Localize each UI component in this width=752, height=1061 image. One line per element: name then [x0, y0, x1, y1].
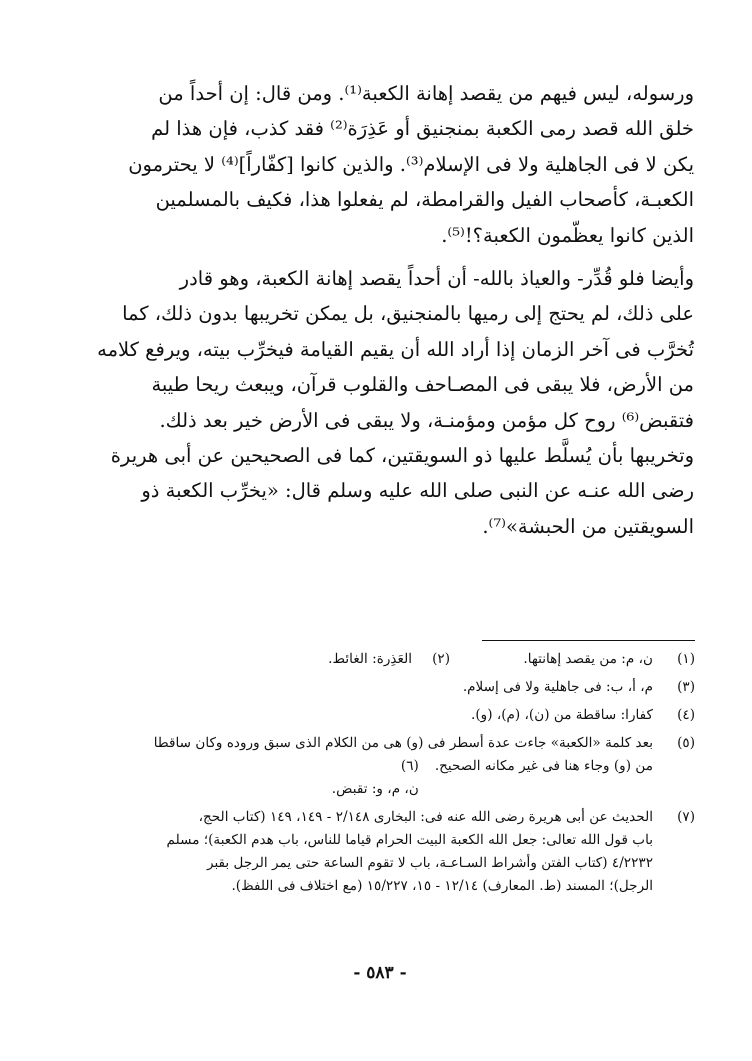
footnote — [70, 806, 695, 898]
text-line: رضى الله عنـه عن النبى صلى الله عليه وسلم قال: «يخرِّب الكعبة ذو — [141, 479, 694, 503]
text-line: وتخريبها بأن يُسلَّط عليها ذو السويقتين، كما فى الصحيحين عن أبى هريرة — [110, 444, 694, 468]
text-line: السويقتين من الحبشة»⁽⁷⁾. — [482, 514, 694, 538]
footnote-text: من (و) وجاء هنا فى غير مكانه الصحيح. — [434, 758, 653, 774]
footnote — [70, 732, 695, 801]
page-number: - ٥٨٣ - — [353, 963, 407, 983]
text-line: الكعبـة، كأصحاب الفيل والقرامطة، لم يفعلوا هذا، فكيف بالمسلمين — [155, 188, 694, 212]
footnote-text: كفارا: ساقطة من (ن)، (م)، (و). — [471, 707, 653, 723]
text-line: تُخرَّب فى آخر الزمان إذا أراد الله أن يقيم القيامة فيخرِّب بيته، ويرفع كلامه — [97, 337, 694, 361]
footnote-text: الرجل)؛ المسند (ط. المعارف) ١٢/١٤ - ١٥، ١٥/٢٢٧ (مع اختلاف فى اللفظ). — [231, 878, 653, 894]
footnote-row-1-2 — [70, 648, 695, 671]
text-line: خلق الله قصد رمى الكعبة بمنجنيق أو عَذِرَة⁽²⁾ فقد كذب، فإن هذا لم — [151, 117, 694, 141]
footnote-text: ن، م: من يقصد إهانتها. — [523, 651, 653, 667]
text-line: ورسوله، ليس فيهم من يقصد إهانة الكعبة⁽¹⁾. ومن قال: إن أحداً من — [158, 82, 694, 105]
footnote-text: م، أ، ب: فى جاهلية ولا فى إسلام. — [462, 679, 653, 695]
text-line: من الأرض، فلا يبقى فى المصـاحف والقلوب قرآن، ويبعث ريحا طيبة — [151, 373, 694, 397]
footnote-number: (٧) — [677, 809, 695, 825]
footnote-text: ن، م، و: تقبض. — [331, 781, 419, 797]
footnote-number: (١) — [677, 651, 695, 667]
footnote-number: (٦) — [400, 758, 419, 774]
text-line: الذين كانوا يعظّمون الكعبة؟!⁽⁵⁾. — [441, 223, 694, 247]
footnote — [70, 676, 695, 699]
text-line: على ذلك، لم يحتج إلى رميها بالمنجنيق، بل يمكن تخريبها بدون ذلك، كما — [122, 302, 694, 326]
text-line: وأيضا فلو قُدِّر- والعياذ بالله- أن أحداً يقصد إهانة الكعبة، وهو قادر — [179, 267, 694, 291]
footnote-number: (٥) — [677, 735, 695, 751]
text-line: فتقبض⁽⁶⁾ روح كل مؤمن ومؤمنـة، ولا يبقى فى الأرض خير بعد ذلك. — [159, 408, 694, 432]
footnote-number: (٣) — [677, 679, 695, 695]
text-line: يكن لا فى الجاهلية ولا فى الإسلام⁽³⁾. والذين كانوا [كفّاراً]⁽⁴⁾ لا يحترمون — [128, 152, 694, 176]
footnote-number: (٤) — [677, 707, 695, 723]
footnote-text: بعد كلمة «الكعبة» جاءت عدة أسطر فى (و) هى من الكلام الذى سبق وروده وكان ساقطا — [153, 735, 653, 751]
footnote-text: باب قول الله تعالى: جعل الله الكعبة البيت الحرام قياما للناس، باب هدم الكعبة)؛ مسلم — [166, 832, 653, 848]
footnote-text: الحديث عن أبى هريرة رضى الله عنه فى: البخارى ٢/١٤٨ - ١٤٩، ١٤٩ (كتاب الحج، — [198, 809, 653, 825]
footnote-text: ٤/٢٢٣٢ (كتاب الفتن وأشراط السـاعـة، باب لا تقوم الساعة حتى يمر الرجل بقبر — [206, 855, 653, 871]
footnotes — [70, 648, 695, 903]
footnote-divider — [482, 640, 695, 641]
footnote — [70, 704, 695, 727]
footnote-text: العَذِرة: الغائط. — [328, 651, 412, 667]
footnote-number: (٢) — [432, 651, 450, 667]
main-text — [72, 76, 694, 544]
